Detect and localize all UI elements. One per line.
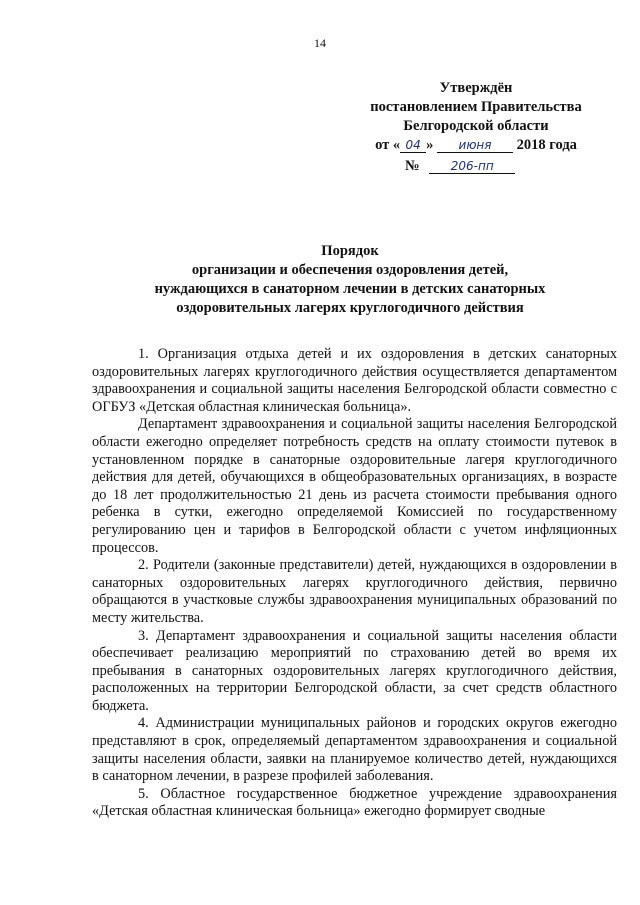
approval-block <box>345 79 607 155</box>
title-line-1: Порядок <box>321 243 379 259</box>
page-number: 14 <box>314 36 326 50</box>
paragraph-1: 1. Организация отдыха детей и их оздоровления в детских санаторных оздоровительных лагерях круглогодичного действия осуществляется департаментом здравоохранения и социальной защиты населения Белгородской области совместно с ОГБУЗ «Детская областная клиническая больница». <box>92 346 617 415</box>
number-sign: № <box>405 158 420 174</box>
date-year: 2018 года <box>516 137 577 153</box>
document-title <box>90 242 610 318</box>
resolution-number: 206-пп <box>429 159 515 174</box>
date-month: июня <box>437 138 513 153</box>
document-body <box>92 346 617 821</box>
date-day: 04 <box>400 138 426 153</box>
approval-number <box>405 158 515 175</box>
paragraph-5: 5. Областное государственное бюджетное учреждение здравоохранения «Детская областная клиническая больница» ежегодно формирует сводные <box>92 785 617 820</box>
approval-heading: Утверждён <box>439 80 513 96</box>
paragraph-2: 2. Родители (законные представители) детей, нуждающихся в оздоровлении в санаторных оздоровительных лагерях круглогодичного действия, первично обращаются в участковые службы здравоохранения муниципальных образований по месту жительства. <box>92 557 617 626</box>
paragraph-4: 4. Администрации муниципальных районов и городских округов ежегодно представляют в срок, определяемый департаментом здравоохранения и социальной защиты населения области, заявки на планируемое количество детей, нуждающихся в санаторном лечении, в разрезе профилей заболевания. <box>92 715 617 785</box>
approval-region: Белгородской области <box>403 118 549 134</box>
title-line-4: оздоровительных лагерях круглогодичного действия <box>176 300 524 316</box>
paragraph-3: 3. Департамент здравоохранения и социальной защиты населения области обеспечивает реализацию мероприятий по страхованию детей во время их пребывания в санаторных оздоровительных лагерях круглогодичного действия, расположенных на территории Белгородской области, за счет средств областного бюджета. <box>92 627 617 714</box>
paragraph-1-continued: Департамент здравоохранения и социальной защиты населения Белгородской области ежегодно определяет потребность средств на оплату стоимости путевок в установленном порядке в санаторные оздоровительные лагеря круглогодичного действия для детей, обучающихся в общеобразовательных организациях, в возрасте до 18 лет продолжительностью 21 день из расчета стоимости пребывания одного ребенка в сутки, ежегодно определяемой Комиссией по государственному регулированию цен и тарифов в Белгородской области с учетом инфляционных процессов. <box>92 416 617 556</box>
title-line-3: нуждающихся в санаторном лечении в детских санаторных <box>154 281 546 297</box>
approval-resolution: постановлением Правительства <box>370 99 582 115</box>
approval-date <box>345 136 607 155</box>
date-mid: » <box>426 137 434 153</box>
title-line-2: организации и обеспечения оздоровления детей, <box>191 262 509 278</box>
date-prefix: от « <box>375 137 401 153</box>
